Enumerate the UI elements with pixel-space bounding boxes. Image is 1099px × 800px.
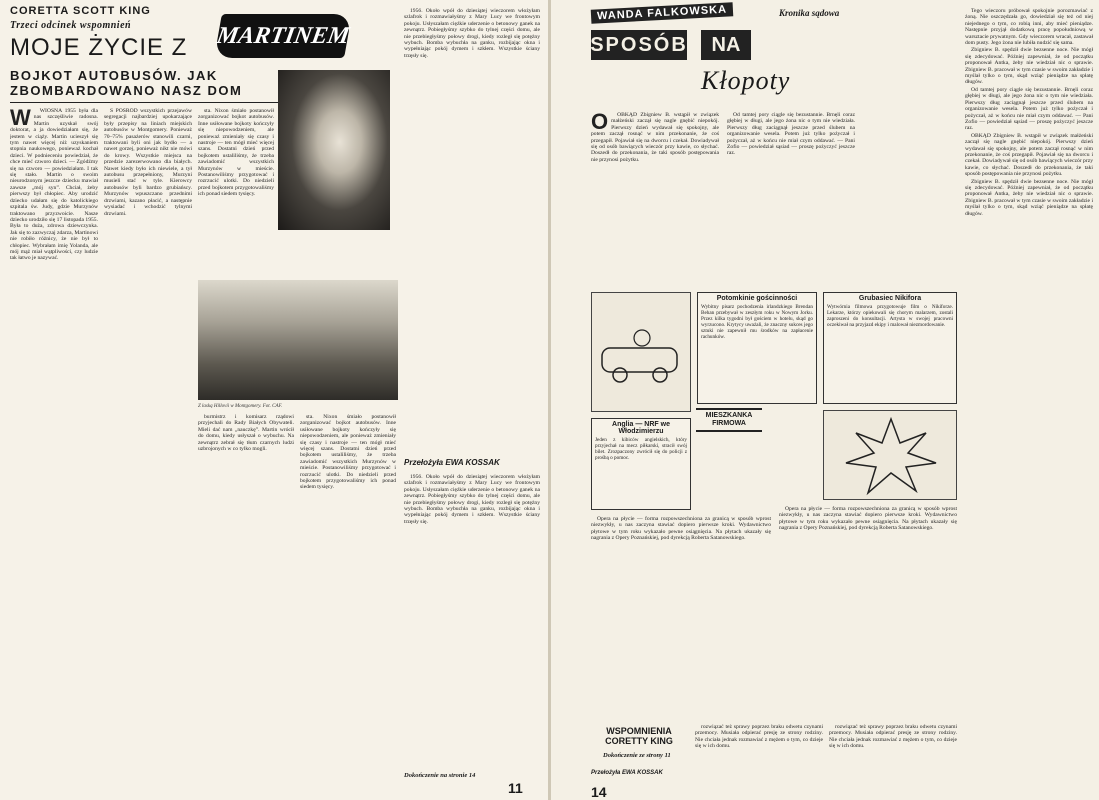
box-anglia xyxy=(591,418,691,510)
translator-name: EWA KOSSAK xyxy=(445,458,500,467)
box-potomkinie-title: Potomkinie gościnności xyxy=(716,295,798,302)
cartoon-car xyxy=(591,292,691,412)
explosion-icon xyxy=(824,411,958,501)
portrait-photo xyxy=(278,70,390,230)
translator-line xyxy=(404,458,500,467)
martinem-logo: MARTINEM xyxy=(214,14,352,58)
cartoon-explosion xyxy=(823,410,957,500)
right-column-4-text: Opera na płycie — forma rozpowszechniona za granicą w sposób wprost niezwykły, u nas zaczyna stawiać dopiero pierwsze kroki. Wydawnictwo płytowe w tym roku wykazało pewne osiągnięcia. Na płytach ukazały się nagrania z Opery Poznańskiej, pod dyrekcją Roberta Satanowskiego. xyxy=(591,516,771,542)
box-anglia-title: Anglia — NRF we Włodzimierzu xyxy=(612,421,670,435)
right-column-3-text-b: Zbigniew B. spędził dwie bezsenne noce. Nie mógł się zdecydować. Później zapewniał, że od początku proponował Antka, żeby nie wiedział nic o sprawie. Zbigniew B. pracował w tym czasie w swoim zakładzie i myślał tylko o tym, skąd wziąć pieniądze na spłatę długów. xyxy=(965,47,1093,86)
right-column-5-text: Opera na płycie — forma rozpowszechniona za granicą w sposób wprost niezwykły, u nas zaczyna stawiać dopiero pierwsze kroki. Wydawnictwo płytowe w tym roku wykazało pewne osiągnięcia. Na płytach ukazały się nagrania z Opery Poznańskiej, pod dyrekcją Roberta Satanowskiego. xyxy=(779,506,957,532)
headline-word-3: Kłopoty xyxy=(701,66,791,95)
box-nikifor-text: Wytwórnia filmowa przygotowuje film o Nikiforze. Lekarze, którzy opiekowali się chorym malarzem, zostali zaproszeni do konsultacji. Artysta w swojej pracowni oczekiwał na przyjazd ekipy i malował niezmordowanie. xyxy=(827,304,953,328)
header-rule xyxy=(10,102,280,103)
left-column-4-text: 1956. Około wpół do dziesiątej wieczorem włożyłam szlafrok i rozmawiałyśmy z Mary Lucy we frontowym pokoju. Usłyszałam ciężkie uderzenie o betonowy ganek na zewnątrz. Pobiegłyśmy szybko do tylnej części domu, ale nie przebiegłyśmy połowy drogi, kiedy rozległ się potężny wybuch. Bomba wybuchła na ganku, rozbijając okna i wypełniając pokój dymem i szkłem. Wszystkie ściany trzęsły się. xyxy=(404,8,540,59)
left-column-7-text: 1956. Około wpół do dziesiątej wieczorem włożyłam szlafrok i rozmawiałyśmy z Mary Lucy we frontowym pokoju. Usłyszałam ciężkie uderzenie o betonowy ganek na zewnątrz. Pobiegłyśmy szybko do tylnej części domu, ale nie przebiegłyśmy połowy drogi, kiedy rozległ się potężny wybuch. Bomba wybuchła na ganku, rozbijając okna i wypełniając pokój dymem i szkłem. Wszystkie ściany trzęsły się. xyxy=(404,474,540,525)
right-column-1-text: OBKĄD Zbigniew B. wstąpił w związek małżeński zaczął się nagle gnębić niepokój. Pierwszy dzień wydawał się spokojny, ale potem zaczął rosnąć w nim przekonanie, że coś przegapił. Pojawiał się na dworcu i czekał. Dowiadywał się od osób bawiących wieczór przy kawie, co słychać. Doszedł do przekonania, że taki sposób postępowania nie przynosi pożytku. xyxy=(591,112,719,163)
box-nikifor xyxy=(823,292,957,404)
right-column-6-text: rozwiązać też sprawy poprzez braku odwetu czynami przemocy. Musiała odpierać presję ze strony rodziny. Nie chciała jednak rozmawiać z mężem o tym, co dzieje się w ich domu. xyxy=(695,724,823,750)
right-column-7-text: rozwiązać też sprawy poprzez braku odwetu czynami przemocy. Musiała odpierać presję ze strony rodziny. Nie chciała jednak rozmawiać z mężem o tym, co dzieje się w ich domu. xyxy=(829,724,957,750)
article-title: MOJE ŻYCIE Z xyxy=(10,34,188,61)
crowd-photo xyxy=(198,280,398,400)
right-column-3-text-c: Od tamtej pory ciągle się bezustannie. Brnęli coraz głębiej w długi, ale jego żona nic o tym nie wiedziała. Pierwszy dług zaciągnął jeszcze przed ślubem na organizowanie wesela. Potem już tylko pożyczał i pożyczał, aż w końcu nie miał czym oddawać. — Pani Zofio — powiedział sąsiad — proszę pożyczyć jeszcze raz. xyxy=(965,86,1093,132)
left-column-4 xyxy=(404,8,540,453)
left-column-2 xyxy=(104,108,192,773)
right-column-3-text-d: OBKĄD Zbigniew B. wstąpił w związek małżeński zaczął się nagle gnębić niepokój. Pierwszy dzień wydawał się spokojny, ale potem zaczął rosnąć w nim przekonanie, że coś przegapił. Pojawiał się na dworcu i czekał. Dowiadywał się od osób bawiących wieczór przy kawie, co słychać. Doszedł do przekonania, że taki sposób postępowania nie przynosi pożytku. xyxy=(965,132,1093,178)
section-label: Kronika sądowa xyxy=(779,8,840,18)
left-column-1 xyxy=(10,108,98,773)
episode-label: Trzeci odcinek wspomnień xyxy=(10,20,132,31)
right-column-1 xyxy=(591,112,719,287)
right-column-2-text: Od tamtej pory ciągle się bezustannie. Brnęli coraz głębiej w długi, ale jego żona nic o tym nie wiedziała. Pierwszy dług zaciągnął jeszcze przed ślubem na organizowanie wesela. Potem już tylko pożyczał i pożyczał, aż w końcu nie miał czym oddawać. — Pani Zofio — powiedział sąsiad — proszę pożyczyć jeszcze raz. xyxy=(727,112,855,157)
wsp-translator-line xyxy=(591,770,663,776)
right-page-number: 14 xyxy=(591,784,607,800)
right-column-3-text-e: Zbigniew B. spędził dwie bezsenne noce. Nie mógł się zdecydować. Później zapewniał, że od początku proponował Antka, żeby nie wiedział nic o sprawie. Zbigniew B. pracował w tym czasie w swoim zakładzie i myślał tylko o tym, skąd wziąć pieniądze na spłatę długów. xyxy=(965,178,1093,217)
left-column-2-text: S POŚRÓD wszystkich przejawów segregacji najbardziej upokarzające były przepisy na liniach miejskich autobusów w Montgomery. Ponieważ 70–75% pasażerów stanowili czarni, traktowani byli oni jak bydło — a nawet gorzej, ponieważ nikt nie mówi do krowy. Wszystkie miejsca na przedzie zarezerwowano dla białych. Nawet kiedy było ich niewiele, a tył autobusu przepełniony, Murzyni musieli stać w tyle. Kierowcy autobusów byli bardzo grubiańscy. Murzynów wpuszczano przednimi drzwiami, kazano płacić, a następnie wysiadać i wchodzić tylnymi drzwiami. xyxy=(104,108,192,217)
left-column-3-text: sta. Nixon śmiało postanowił zorganizować bojkot autobusów. Inne usiłowane bojkoty kończyły się niepowodzeniem, ale ponieważ zmieniały się czasy i nastroje — ten mógł mieć więcej szans. Dostatni dzień przed bojkotem ustaliliśmy, że trzeba zawiadomić wszystkich Murzynów w mieście. Postanowiliśmy przygotować i rozrzucić ulotki. Do niedzieli przed bojkotem przygotowaliśmy ich ponad siedem tysięcy. xyxy=(198,108,274,198)
left-author: CORETTA SCOTT KING xyxy=(10,5,151,17)
box-anglia-text: Jeden z kibiców angielskich, który przyjechał na mecz piłkarski, stracił swój bilet. Zrozpaczony zwrócił się do policji z prośbą o pomoc. xyxy=(595,437,687,461)
right-column-3-text: Tego wieczoru próbował spokojnie porozmawiać z żoną. Nie oszczędzała go, dowiedział się też od niej niejednego o tym, co robią inni, aby mieć pieniądze. Następnie przyjął dodatkową pracę popołudniową w warsztacie prywatnym. Gdy wieczorem wracał, zastawał dom pusty. Jego żona nie lubiła nudzić się sama. xyxy=(965,8,1093,47)
left-column-3 xyxy=(198,108,274,273)
dropcap-w: W xyxy=(10,108,31,130)
wsp-continuation: Dokończenie ze strony 11 xyxy=(603,752,671,759)
wsp-translator-name: EWA KOSSAK xyxy=(622,770,663,776)
box-potomkinie-text: Wybitny pisarz pochodzenia irlandzkiego Brendan Behan przebywał w zeszłym roku w Nowym Jorku. Przez kilka tygodni był gościem w hotelu, skąd go wyrzucono. Krytycy uważali, że znaczny sukces jego sztuki nie zapewnił mu środków na zapłacenie rachunków. xyxy=(701,304,813,340)
box-potomkinie xyxy=(697,292,817,404)
headline-word-2: NA xyxy=(701,30,751,60)
photo-caption: Z laską Hillovii w Montgomery. Fot. CAF. xyxy=(198,404,283,409)
left-column-6 xyxy=(300,414,396,774)
continuation-note: Dokończenie na stronie 14 xyxy=(404,772,476,779)
translator-label: Przełożyła xyxy=(404,458,444,467)
left-column-1-text: WIOSNA 1955 była dla nas szczęśliwie radosna. Martin uzyskał swój doktorat, a ja dowiedziałam się, że jestem w ciąży. Martin ucieszył się tym nawet więcej niż uzyskaniem stopnia naukowego, ponieważ kochał dzieci. W podnieceniu powiedział, że chce mieć czworo dzieci. — Zgódźmy się na czworo — powiedziałam. I tak się stało. Martin o swoim nieurodzonym jeszcze dziecku mawiał zawsze „mój syn”. Chciał, żeby pierwszy był chłopiec. Aby urodzić dziecko udałam się do katolickiego szpitala św. Judy, gdzie Murzynów traktowano przyzwoicie. Nasze dziecko urodziło się 17 listopada 1955. Była to duża, zdrowa dziewczynka. Jak się to zazwyczaj zdarza, Martinowi nie robiło różnicy, że nie był to chłopiec. Wybrałam imię Yolanda, ale mój mąż miał wątpliwości, czy ludzie tak łatwo je nazywać. xyxy=(10,108,98,262)
mieszkanka-label: MIESZKANKA FIRMOWA xyxy=(696,408,762,432)
article-subtitle: BOJKOT AUTOBUSÓW. JAK ZBOMBARDOWANO NASZ DOM xyxy=(10,68,243,98)
box-nikifor-title: Grubasiec Nikifora xyxy=(858,295,922,302)
right-page xyxy=(551,0,1099,800)
wsp-translator-label: Przełożyła xyxy=(591,770,621,776)
left-column-5-text: burmistrz i komisarz rządowi przyjechali do Rady Białych Obywateli. Mieli dać nam „nauczkę”. Martin wrócił do domu, kiedy usłyszał o wybuchu. Na zewnątrz zebrał się tłum czarnych ludzi uzbrojonych w co tylko mogli. xyxy=(198,414,294,453)
left-column-5 xyxy=(198,414,294,774)
right-author: WANDA FALKOWSKA xyxy=(591,2,734,23)
right-column-4 xyxy=(591,516,771,716)
right-column-6 xyxy=(695,724,823,794)
car-icon xyxy=(592,293,692,413)
wspomnienia-title: WSPOMNIENIA CORETTY KING xyxy=(605,726,673,746)
left-column-6-text: sta. Nixon śmiało postanowił zorganizować bojkot autobusów. Inne usiłowane bojkoty kończyły się niepowodzeniem, ale ponieważ zmieniały się czasy i nastroje — ten mógł mieć więcej szans. Dostatni dzień przed bojkotem ustaliliśmy, że trzeba zawiadomić wszystkich Murzynów w mieście. Postanowiliśmy przygotować i rozrzucić ulotki. Do niedzieli przed bojkotem przygotowaliśmy ich ponad siedem tysięcy. xyxy=(300,414,396,491)
right-column-2 xyxy=(727,112,855,287)
right-column-7 xyxy=(829,724,957,794)
right-column-5 xyxy=(779,506,957,716)
headline-word-1: SPOSÓB xyxy=(591,30,687,60)
left-column-7 xyxy=(404,474,540,764)
left-page xyxy=(0,0,548,800)
left-page-number: 11 xyxy=(508,780,523,796)
dropcap-o: O xyxy=(591,112,609,134)
right-column-3 xyxy=(965,8,1093,788)
